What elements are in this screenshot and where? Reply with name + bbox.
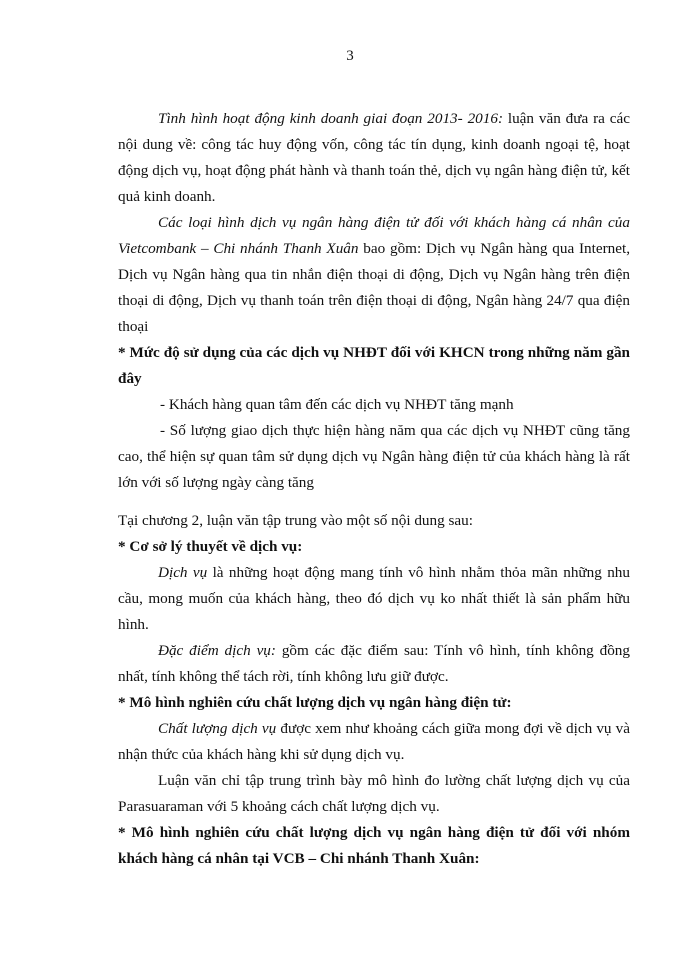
bullet-customer-interest: - Khách hàng quan tâm đến các dịch vụ NHĐT tăng mạnh xyxy=(160,396,514,413)
paragraph-text: bao gồm: Dịch vụ Ngân hàng qua Internet, Dịch vụ Ngân hàng qua tin nhắn điện thoại di động, Dịch vụ Ngân hàng trên điện thoại di động, Dịch vụ thanh toán trên điện thoại di động, Ngân hàng 24/7 qua điện thoại xyxy=(118,240,630,335)
heading-service-theory: * Cơ sở lý thuyết về dịch vụ: xyxy=(118,538,303,555)
paragraph-service-characteristics xyxy=(118,638,630,690)
paragraph-service-definition xyxy=(118,560,630,638)
paragraph-service-quality xyxy=(118,716,630,768)
paragraph-text: luận văn đưa ra các nội dung về: công tác huy động vốn, công tác tín dụng, kinh doanh ngoại tệ, hoạt động dịch vụ, hoạt động phát hành và thanh toán thẻ, dịch vụ ngân hàng điện tử, kết quả kinh doanh. xyxy=(118,110,630,205)
heading-research-model-vcb: * Mô hình nghiên cứu chất lượng dịch vụ ngân hàng điện tử đối với nhóm khách hàng cá nhân tại VCB – Chi nhánh Thanh Xuân: xyxy=(118,824,630,867)
paragraph-lead-italic: Các loại hình dịch vụ ngân hàng điện tử đối với khách hàng cá nhân của Vietcombank – Chi nhánh Thanh Xuân xyxy=(118,214,630,257)
paragraph-lead-italic: Dịch vụ xyxy=(158,564,208,581)
paragraph-lead-italic: Đặc điểm dịch vụ: xyxy=(158,642,276,659)
chapter-intro: Tại chương 2, luận văn tập trung vào một số nội dung sau: xyxy=(118,512,473,529)
paragraph-ebanking-services xyxy=(118,210,630,340)
paragraph-text: được xem như khoảng cách giữa mong đợi về dịch vụ và nhận thức của khách hàng khi sử dụng dịch vụ. xyxy=(118,720,630,763)
paragraph-lead-italic: Tình hình hoạt động kinh doanh giai đoạn 2013- 2016: xyxy=(158,110,503,127)
paragraph-text: gồm các đặc điểm sau: Tính vô hình, tính không đồng nhất, tính không thể tách rời, tính không lưu giữ được. xyxy=(118,642,630,685)
paragraph-parasuraman-model: Luận văn chỉ tập trung trình bày mô hình đo lường chất lượng dịch vụ của Parasuaraman với 5 khoảng cách chất lượng dịch vụ. xyxy=(118,772,630,815)
paragraph-text: là những hoạt động mang tính vô hình nhằm thỏa mãn những nhu cầu, mong muốn của khách hàng, theo đó dịch vụ ko nhất thiết là sản phẩm hữu hình. xyxy=(118,564,630,633)
paragraph-business-situation xyxy=(118,106,630,210)
bullet-transaction-volume: - Số lượng giao dịch thực hiện hàng năm qua các dịch vụ NHĐT cũng tăng cao, thể hiện sự quan tâm sử dụng dịch vụ Ngân hàng điện tử của khách hàng là rất lớn với số lượng ngày càng tăng xyxy=(118,422,630,491)
heading-usage-level: * Mức độ sử dụng của các dịch vụ NHĐT đối với KHCN trong những năm gần đây xyxy=(118,344,630,387)
page-number: 3 xyxy=(346,48,354,64)
paragraph-lead-italic: Chất lượng dịch vụ xyxy=(158,720,277,737)
heading-research-model: * Mô hình nghiên cứu chất lượng dịch vụ ngân hàng điện tử: xyxy=(118,694,512,711)
